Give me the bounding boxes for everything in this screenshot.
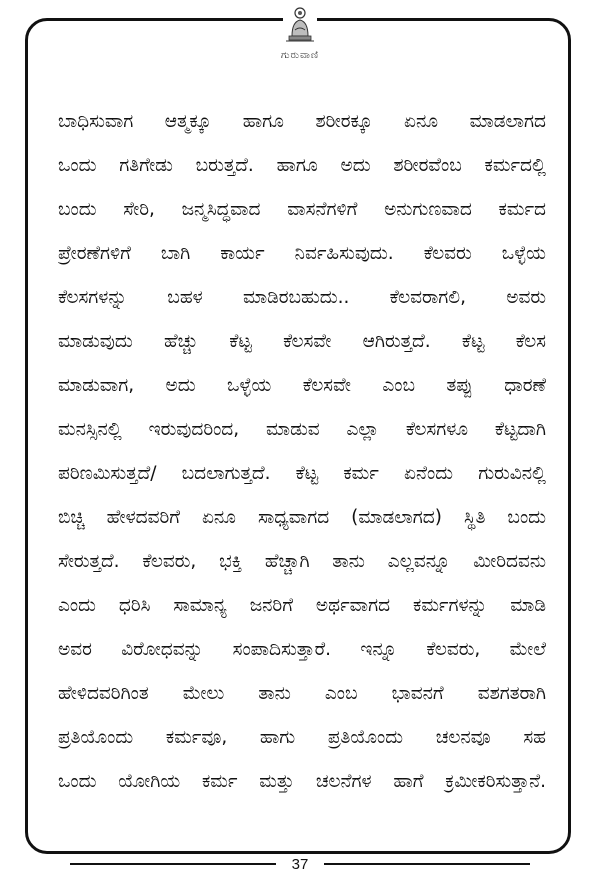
text-line: ಸೇರುತ್ತದೆ. ಕೆಲವರು, ಭಕ್ತಿ ಹೆಚ್ಚಾಗಿ ತಾನು ಎಲ್ಲವನ್ನೂ ಮೀರಿದವನು — [58, 551, 546, 572]
guru-emblem-icon — [283, 4, 317, 44]
text-line: ಒಂದು ಯೋಗಿಯ ಕರ್ಮ ಮತ್ತು ಚಲನೆಗಳ ಹಾಗೆ ಕ್ರಮೀಕರಿಸುತ್ತಾನೆ. — [58, 771, 546, 792]
text-line: ಮನಸ್ಸಿನಲ್ಲಿ ಇರುವುದರಿಂದ, ಮಾಡುವ ಎಲ್ಲಾ ಕೆಲಸಗಳೂ ಕೆಟ್ಟದಾಗಿ — [58, 419, 546, 440]
text-line: ಪರಿಣಮಿಸುತ್ತದೆ/ ಬದಲಾಗುತ್ತದೆ. ಕೆಟ್ಟ ಕರ್ಮ ಏನೆಂದು ಗುರುವಿನಲ್ಲಿ — [58, 463, 546, 484]
text-line: ಒಂದು ಗತಿಗೇಡು ಬರುತ್ತದೆ. ಹಾಗೂ ಅದು ಶರೀರವೆಂಬ ಕರ್ಮದಲ್ಲಿ — [58, 155, 546, 176]
text-line: ಅವರ ವಿರೋಧವನ್ನು ಸಂಪಾದಿಸುತ್ತಾರೆ. ಇನ್ನೂ ಕೆಲವರು, ಮೇಲೆ — [58, 639, 546, 660]
text-line: ಬಾಧಿಸುವಾಗ ಆತ್ಮಕ್ಕೂ ಹಾಗೂ ಶರೀರಕ್ಕೂ ಏನೂ ಮಾಡಲಾಗದ — [58, 111, 546, 132]
page-footer — [70, 852, 530, 876]
text-line: ಹೇಳಿದವರಿಗಿಂತ ಮೇಲು ತಾನು ಎಂಬ ಭಾವನಗೆ ವಶಗತರಾಗಿ — [58, 683, 546, 704]
text-line: ಮಾಡುವಾಗ, ಅದು ಒಳ್ಳೆಯ ಕೆಲಸವೇ ಎಂಬ ತಪ್ಪು ಧಾರಣೆ — [58, 375, 546, 396]
body-paragraph — [58, 100, 546, 804]
running-header: ಗುರುವಾಣಿ — [280, 50, 320, 61]
text-line: ಬಿಚ್ಚಿ ಹೇಳದವರಿಗೆ ಏನೂ ಸಾಧ್ಯವಾಗದ (ಮಾಡಲಾಗದ) ಸ್ಥಿತಿ ಬಂದು — [58, 507, 546, 528]
text-line: ಪ್ರೇರಣೆಗಳಿಗೆ ಬಾಗಿ ಕಾರ್ಯ ನಿರ್ವಹಿಸುವುದು. ಕೆಲವರು ಒಳ್ಳೆಯ — [58, 243, 546, 264]
footer-rule-right — [324, 863, 530, 865]
text-line: ಎಂದು ಧರಿಸಿ ಸಾಮಾನ್ಯ ಜನರಿಗೆ ಅರ್ಥವಾಗದ ಕರ್ಮಗಳನ್ನು ಮಾಡಿ — [58, 595, 546, 616]
text-line: ಕೆಲಸಗಳನ್ನು ಬಹಳ ಮಾಡಿರಬಹುದು.. ಕೆಲವರಾಗಲಿ, ಅವರು — [58, 287, 546, 308]
text-line: ಮಾಡುವುದು ಹೆಚ್ಚು ಕೆಟ್ಟ ಕೆಲಸವೇ ಆಗಿರುತ್ತದೆ. ಕೆಟ್ಟ ಕೆಲಸ — [58, 331, 546, 352]
page-number: 37 — [288, 856, 313, 873]
text-line: ಪ್ರತಿಯೊಂದು ಕರ್ಮವೂ, ಹಾಗು ಪ್ರತಿಯೊಂದು ಚಲನವೂ ಸಹ — [58, 727, 546, 748]
footer-rule-left — [70, 863, 276, 865]
text-line: ಬಂದು ಸೇರಿ, ಜನ್ಮಸಿದ್ಧವಾದ ವಾಸನೆಗಳಿಗೆ ಅನುಗುಣವಾದ ಕರ್ಮದ — [58, 199, 546, 220]
